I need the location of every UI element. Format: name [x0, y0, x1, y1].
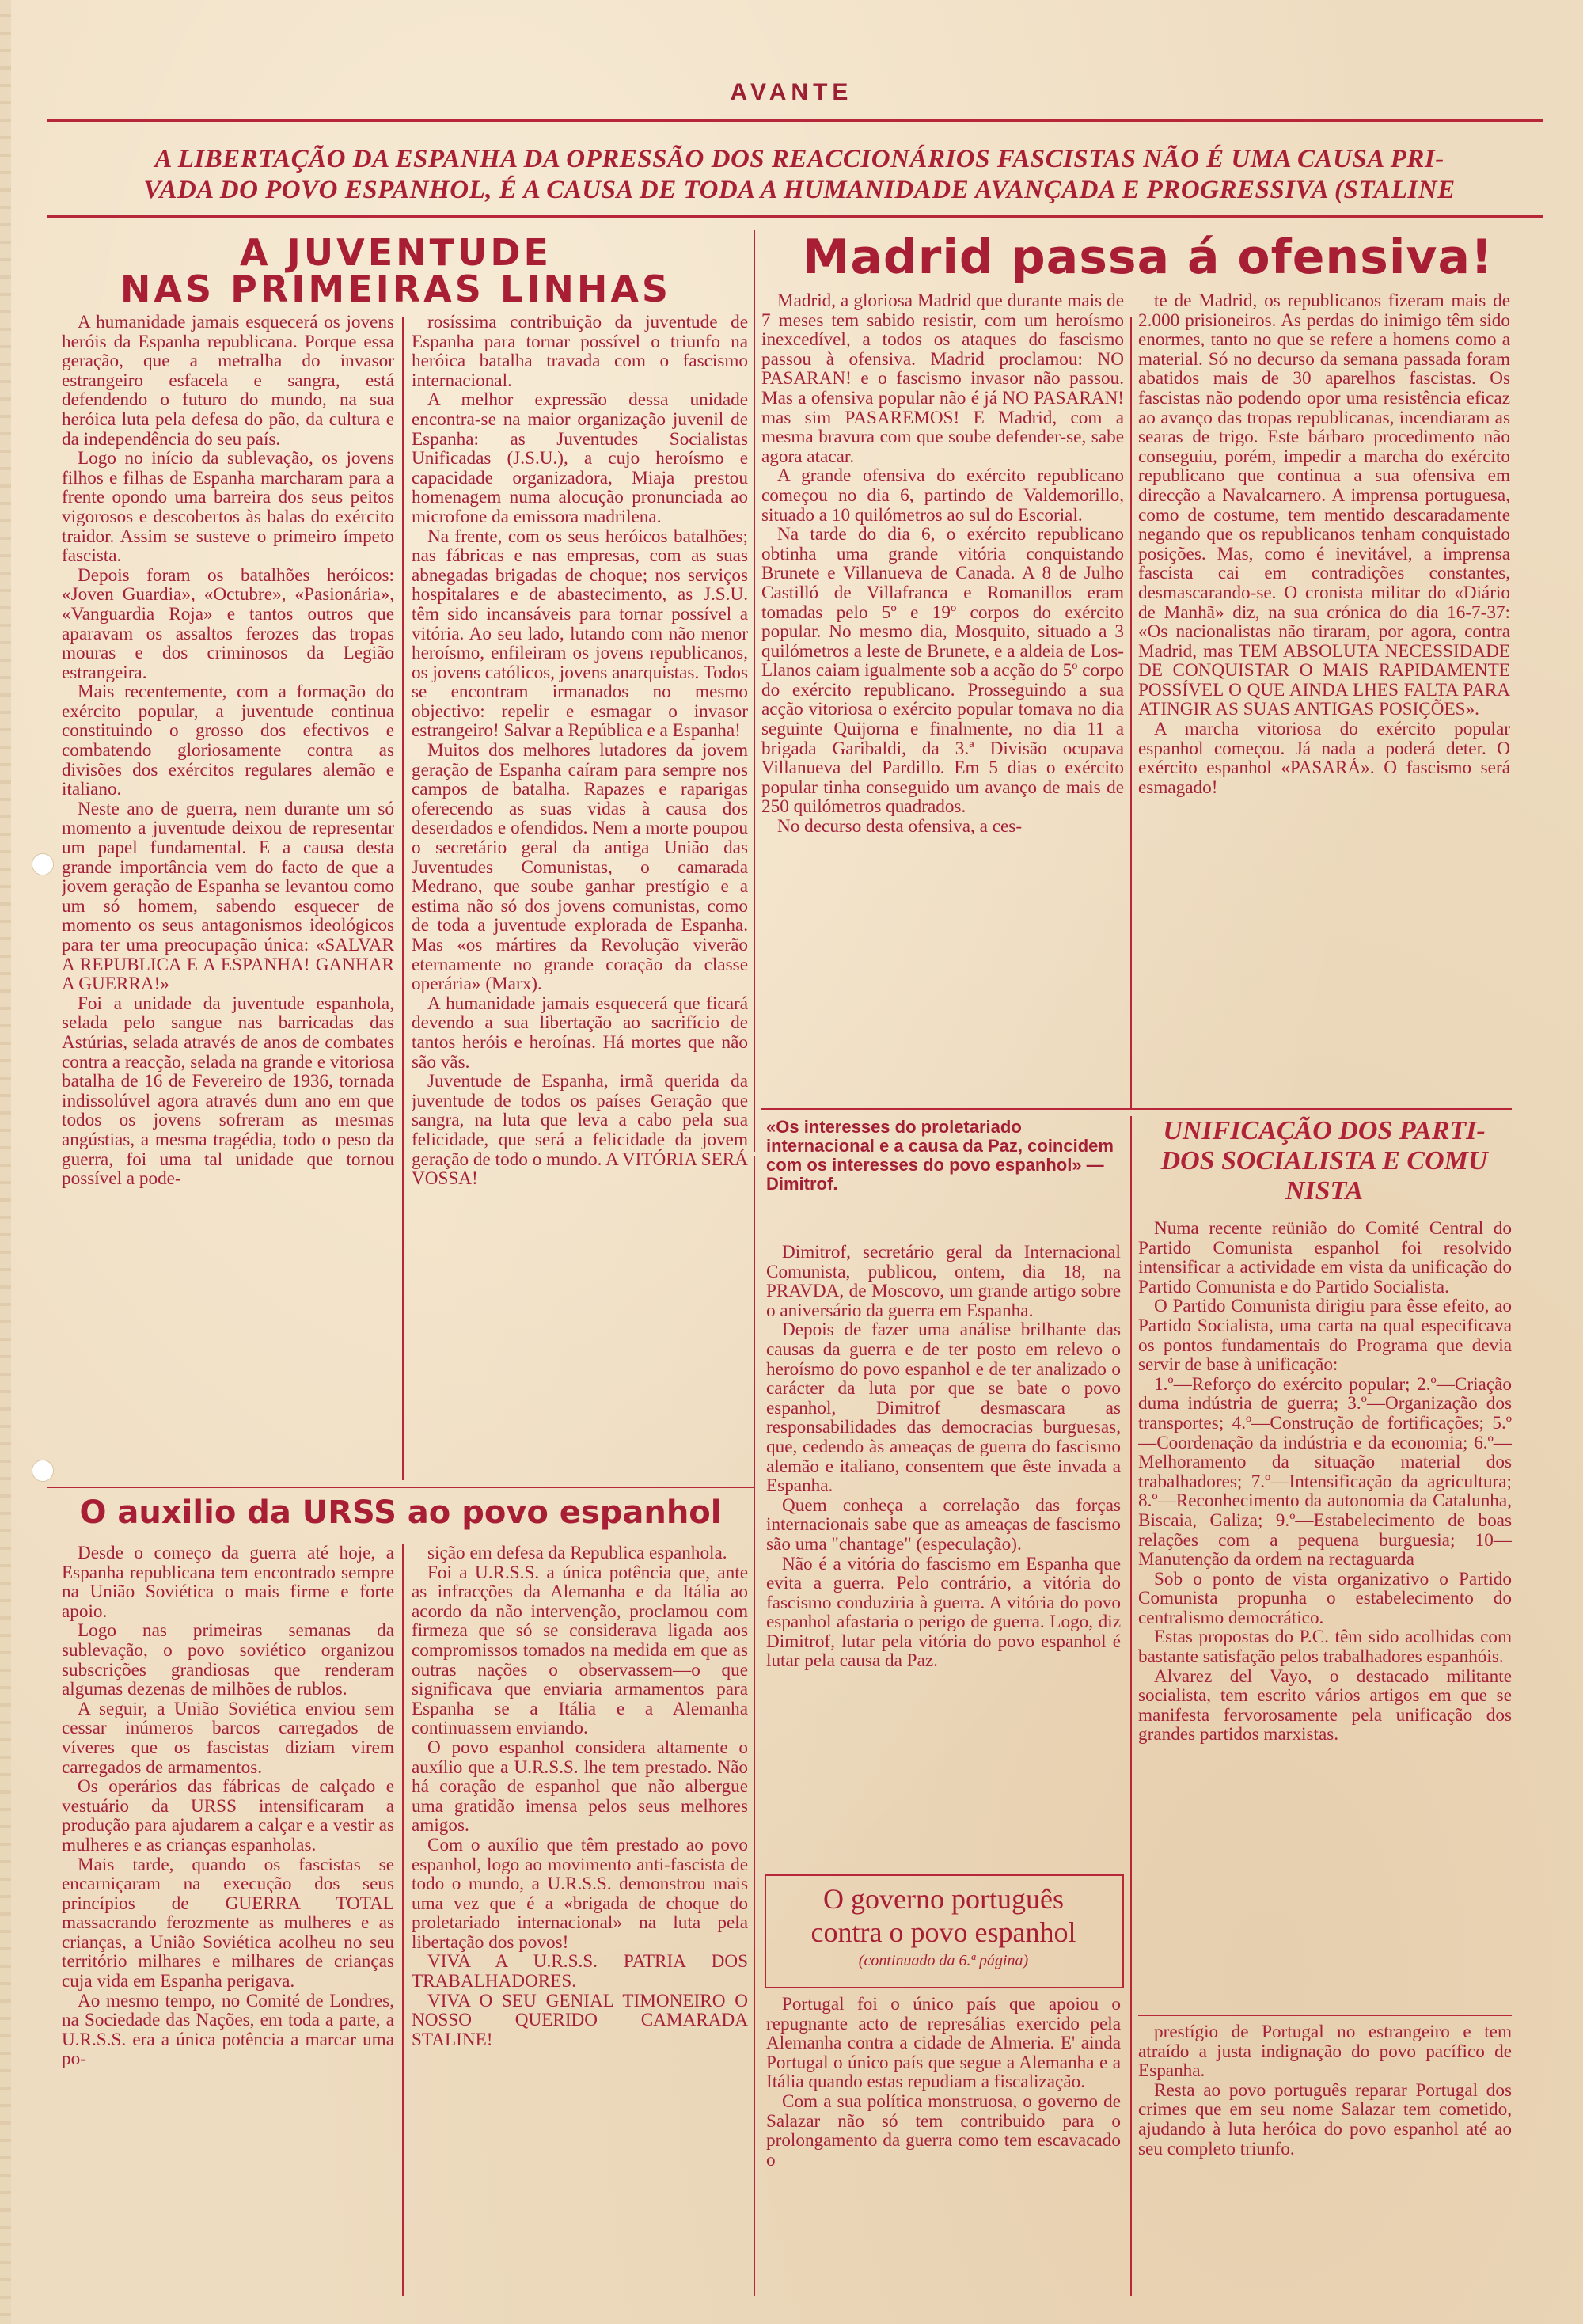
section-divider [47, 1487, 754, 1488]
paragraph: O povo espanhol considera altamente o auxílio que a U.R.S.S. lhe tem prestado. Não há coração de espanhol que não albergue uma gratidão imensa pelos seus melhores amigos. [412, 1737, 748, 1836]
binding-edge [0, 0, 11, 2324]
paragraph: Na tarde do dia 6, o exército republicano obtinha uma grande vitória conquistando Brunete e Villanueva de Canada. A 8 de Julho Castilló de Villafranca e Romanillos eram tomadas pelo 5º e 19º corpos do exército popular. No mesmo dia, Mosquito, situado a 3 quilómetros a leste de Brunete, e a aldeia de Los-Llanos caiam igualmente sob a acção do 5º corpo do exército republicano. Prosseguindo a sua acção vitoriosa o exército popular tomava no dia seguinte Quijorna e finalmente, no dia 11 a brigada Garibaldi, da 3.ª Divisão ocupava Villanueva del Pardillo. Em 5 dias o exército popular tinha conseguido um avanço de mais de 250 quilómetros quadrados. [761, 524, 1124, 818]
juventude-title-2: NAS PRIMEIRAS LINHAS [120, 268, 672, 310]
governo-title-2: contra o povo espanhol [810, 1916, 1076, 1948]
column-divider [1130, 317, 1132, 1108]
paragraph: VIVA A U.R.S.S. PATRIA DOS TRABALHADORES. [412, 1951, 748, 1992]
paragraph: Quem conheça a correlação das forças internacionais sabe que as ameaças de fascismo são uma "chantage" (especulação). [766, 1494, 1121, 1555]
banner-line-2: VADA DO POVO ESPANHOL, É A CAUSA DE TODA A HUMANIDADE AVANÇADA E PROGRESSIVA (STALINE [143, 176, 1456, 204]
paragraph: Ao mesmo tempo, no Comité de Londres, na Sociedade das Nações, em toda a parte, a U.R.S.S. era a única potência a marcar uma po- [62, 1990, 394, 2070]
dimitrof-heading: «Os interesses do proletariado internacional e a causa da Paz, coincidem com os interesses do povo espanhol» — Dimitrof. [766, 1117, 1114, 1194]
paragraph: Mais recentemente, com a formação do exército popular, a juventude continua constituindo o grosso dos efectivos e combatendo gloriosamente contra as divisões dos exércitos regulares alemão e italiano. [62, 682, 394, 800]
paragraph: Depois foram os batalhões heróicos: «Joven Guardia», «Octubre», «Pasionária», «Vanguardia Roja» e tantos outros que aparavam os assaltos ferozes das tropas mouras e dos criminosos da Legião estrangeira. [62, 564, 394, 683]
paragraph: Muitos dos melhores lutadores da jovem geração de Espanha caíram para sempre nos campos de batalha. Rapazes e raparigas oferecendo as suas vidas à causa dos deserdados e ofendidos. Nem a morte poupou o secretário geral da antiga União das Juventudes Comunistas, o camarada Medrano, que soube ganhar prestígio e a estima não só dos jovens comunistas, como de toda a juventude explorada de Espanha. Mas «os mártires da Revolução viverão eternamente no grande coração da classe operária» (Marx). [412, 740, 748, 995]
dimitrof-column [766, 1243, 1121, 1868]
paragraph: A humanidade jamais esquecerá os jovens heróis da Espanha republicana. Porque essa geração, que a metralha do invasor estrangeiro esfacela e sangra, está defendendo o futuro do mundo, na sua heróica luta pela defesa do pão, da cultura e da independência do seu país. [62, 313, 394, 450]
paragraph: A grande ofensiva do exército republicano começou no dia 6, partindo de Valdemorillo, situado a 10 quilómetros ao sul do Escorial. [761, 465, 1124, 526]
paragraph: Os operários das fábricas de calçado e vestuário da URSS intensificaram a produção para ajudarem a calçar e a vestir as mulheres e as crianças espanholas. [62, 1776, 394, 1855]
paragraph: A humanidade jamais esquecerá que ficará devendo a sua libertação ao sacrifício de tantos heróis e heroínas. Há mortes que não são vãs. [412, 993, 748, 1073]
masthead-rule [47, 119, 1543, 122]
paragraph: A melhor expressão dessa unidade encontra-se na maior organização juvenil de Espanha: as Juventudes Socialistas Unificadas (J.S.U.), a cujo heroísmo e capacidade organizadora, Miaja prestou homenagem numa alocução pronunciada ao microfone da emissora madrilena. [412, 389, 748, 527]
governo-continued: (continuado da 6.ª página) [858, 1952, 1029, 1969]
column-divider [754, 230, 755, 1152]
unificacao-column [1138, 1219, 1512, 2007]
paragraph: Dimitrof, secretário geral da Internacional Comunista, publicou, ontem, dia 18, na PRAVDA, de Moscovo, um grande artigo sobre o aniversário da guerra em Espanha. [766, 1243, 1121, 1321]
paragraph: rosíssima contribuição da juventude de Espanha para tornar possível o triunfo na heróica batalha travada com o fascismo internacional. [412, 313, 748, 391]
punch-hole-bottom [32, 1460, 54, 1482]
column-divider [754, 1156, 755, 2296]
juventude-column-1 [62, 313, 394, 1484]
paragraph: 1.º—Reforço do exército popular; 2.º—Criação duma indústria de guerra; 3.º—Organização dos transportes; 4.º—Construção de fortificações; 5.º—Coordenação da indústria e da economia; 6.º—Melhoramento da situação material dos trabalhadores; 7.º—Intensificação da agricultura; 8.º—Reconhecimento da autonomia da Catalunha, Biscaia, Galiza; 9.º—Estabelecimento de boas relações com a pequena burguesia; 10—Manutenção da ordem na rectaguarda [1138, 1373, 1512, 1570]
section-divider [761, 1108, 1512, 1110]
governo-column [766, 1995, 1121, 2296]
juventude-title-1: A JUVENTUDE [240, 231, 552, 274]
unificacao-title-2: DOS SOCIALISTA E COMU [1160, 1146, 1488, 1175]
paragraph: Foi a unidade da juventude espanhola, selada pelo sangue nas barricadas das Astúrias, selada através de anos de combates contra a reacção, selada na grande e vitoriosa batalha de 16 de Fevereiro de 1936, tornada indissolúvel agora através dum ano em que todos os jovens sofreram as mesmas angústias, a mesma tragédia, todo o peso da guerra, foi uma tal unidade que tornou possível a pode- [62, 993, 394, 1190]
urss-column-1 [62, 1544, 394, 2296]
paragraph: O Partido Comunista dirigiu para êsse efeito, ao Partido Socialista, uma carta na qual especificava os pontos fundamentais do Programa que devia servir de base à unificação: [1138, 1296, 1512, 1376]
paragraph: Resta ao povo português reparar Portugal dos crimes que em seu nome Salazar tem cometido, ajudando à luta heróica do povo espanhol até ao seu completo triunfo. [1138, 2079, 1512, 2159]
paragraph: Com o auxílio que têm prestado ao povo espanhol, logo ao movimento anti-fascista de todo o mundo, a U.R.S.S. demonstrou mais uma vez que é a «brigada de choque do proletariado internacional» na luta pela libertação dos povos! [412, 1834, 748, 1953]
paragraph: prestígio de Portugal no estrangeiro e tem atraído a justa indignação do povo pacífico de Espanha. [1138, 2022, 1512, 2082]
paragraph: Logo no início da sublevação, os jovens filhos e filhas de Espanha marcharam para a frente opondo uma barreira dos seus peitos vigorosos e descobertos às balas do exército traidor. Assim se susteve o primeiro ímpeto fascista. [62, 448, 394, 567]
unificacao-title-1: UNIFICAÇÃO DOS PARTI- [1163, 1116, 1486, 1145]
banner-rule [47, 215, 1543, 218]
paragraph: Madrid, a gloriosa Madrid que durante mais de 7 meses tem sabido resistir, com um heroísmo inexcedível, a todos os ataques do fascismo passou à ofensiva. Madrid proclamou: NO PASARAN! e o fascismo invasor não passou. Mas a ofensiva popular não é já NO PASARAN! mas sim PASAREMOS! E Madrid, com a mesma bravura com que soube defender-se, sabe agora atacar. [761, 291, 1124, 467]
madrid-column-2 [1138, 291, 1510, 1092]
paragraph: Estas propostas do P.C. têm sido acolhidas com bastante satisfação pelos trabalhadores espanhóis. [1138, 1627, 1512, 1668]
paragraph: Juventude de Espanha, irmã querida da juventude de todos os países Geração que sangra, na luta que leva a cabo pela sua felicidade, que será a felicidade da jovem geração de todo o mundo. A VITÓRIA SERÁ VOSSA! [412, 1071, 748, 1190]
madrid-title: Madrid passa á ofensiva! [802, 230, 1494, 285]
paragraph: Numa recente reünião do Comité Central do Partido Comunista espanhol foi resolvido intensificar a actividade em vista da unificação do Partido Comunista e do Partido Socialista. [1138, 1219, 1512, 1297]
urss-title: O auxilio da URSS ao povo espanhol [79, 1494, 722, 1531]
unificacao-title-3: NISTA [1285, 1176, 1364, 1206]
madrid-column-1 [761, 291, 1124, 1092]
final-column [1138, 2022, 1512, 2292]
juventude-column-2 [412, 313, 748, 1484]
paragraph: A seguir, a União Soviética enviou sem cessar inúmeros barcos carregados de víveres que os fascistas diziam virem carregados de armamentos. [62, 1698, 394, 1778]
paragraph: No decurso desta ofensiva, a ces- [777, 816, 1023, 837]
paragraph: Alvarez del Vayo, o destacado militante socialista, tem escrito vários artigos em que se manifesta fervorosamente pela unificação dos grandes partidos marxistas. [1138, 1665, 1512, 1745]
paragraph: te de Madrid, os republicanos fizeram mais de 2.000 prisioneiros. As perdas do inimigo têm sido enormes, tanto no que se refere a homens como a material. Só no decurso da semana passada foram abatidos mais de 30 aparelhos fascistas. Os fascistas não podendo opor uma resistência eficaz ao avanço das tropas republicanas, incendiaram as searas de trigo. Este bárbaro procedimento não conseguiu, porém, impedir a marcha do exército republicano que continua a sua ofensiva em direcção a Navalcarnero. A imprensa portuguesa, como de costume, tem mentido descaradamente negando que os republicanos tenham conquistado posições. Mas, como é inevitável, a imprensa fascista cai em contradições constantes, desmascarando-se. O cronista militar do «Diário de Manhã» diz, na sua crónica do dia 16-7-37: «Os nacionalistas não tiraram, por agora, contra Madrid, mas TEM ABSOLUTA NECESSIDADE DE CONQUISTAR O MAIS RAPIDAMENTE POSSÍVEL O QUE AINDA LHES FALTA PARA ATINGIR AS SUAS ANTIGAS POSIÇÕES». [1138, 291, 1510, 720]
column-divider [402, 1544, 404, 2296]
masthead: AVANTE [730, 79, 853, 105]
governo-title-1: O governo português [823, 1883, 1064, 1915]
paragraph: Logo nas primeiras semanas da sublevação, o povo soviético organizou subscrições grandiosas que renderam algumas dezenas de milhões de rublos. [62, 1620, 394, 1700]
paragraph: Na frente, com os seus heróicos batalhões; nas fábricas e nas empresas, com as suas abnegadas brigadas de choque; nos serviços hospitalares e de abastecimento, as J.S.U. têm sido incansáveis para tornar possível a vitória. Ao seu lado, lutando com não menor heroísmo, enfileiram os jovens republicanos, os jovens católicos, jovens anarquistas. Todos se encontram irmanados no mesmo objectivo: repelir e esmagar o invasor estrangeiro! Salvar a República e a Espanha! [412, 526, 748, 742]
paragraph: Depois de fazer uma análise brilhante das causas da guerra e de ter posto em relevo o heroísmo do povo espanhol e de ter analizado o carácter da luta por que se bate o povo espanhol, Dimitrof desmascara as responsabilidades das democracias burguesas, que, cedendo às ameaças de guerra do fascismo alemão e italiano, consentem que êste invada a Espanha. [766, 1320, 1121, 1497]
paragraph: sição em defesa da Republica espanhola. [427, 1544, 727, 1563]
punch-hole-top [32, 853, 54, 875]
column-divider [1130, 1116, 1132, 2296]
paragraph: A marcha vitoriosa do exército popular espanhol começou. Já nada a poderá deter. O exército espanhol «PASARÁ». O fascismo será esmagado! [1138, 719, 1510, 798]
paragraph: Não é a vitória do fascismo em Espanha que evita a guerra. Pelo contrário, a vitória do fascismo conduziria à guerra. A vitória do povo espanhol afastaria o perigo de guerra. Logo, diz Dimitrof, lutar pela vitória do povo espanhol é lutar pela causa da Paz. [766, 1553, 1121, 1672]
paragraph: VIVA O SEU GENIAL TIMONEIRO O NOSSO QUERIDO CAMARADA STALINE! [412, 1990, 748, 2050]
section-divider [1138, 2015, 1512, 2016]
paragraph: Desde o começo da guerra até hoje, a Espanha republicana tem encontrado sempre na União Soviética o mais firme e forte apoio. [62, 1544, 394, 1622]
paragraph: Portugal foi o único país que apoiou o repugnante acto de represálias exercido pela Alemanha contra a cidade de Almeria. E' ainda Portugal o único país que segue a Alemanha e a Itália quando estas repudiam a fiscalização. [766, 1995, 1121, 2093]
banner-line-1: A LIBERTAÇÃO DA ESPANHA DA OPRESSÃO DOS REACCIONÁRIOS FASCISTAS NÃO É UMA CAUSA PRI- [154, 145, 1444, 173]
column-divider [402, 317, 404, 1480]
urss-column-2 [412, 1544, 748, 2296]
paragraph: Sob o ponto de vista organizativo o Partido Comunista propunha o estabelecimento do centralismo democrático. [1138, 1568, 1512, 1628]
paragraph: Com a sua política monstruosa, o governo de Salazar não só tem contribuido para o prolongamento da guerra como tem escavacado o [766, 2090, 1121, 2170]
paragraph: Foi a U.R.S.S. a única potência que, ante as infracções da Alemanha e da Itália ao acordo da não intervenção, proclamou com firmeza que só se considerava ligada aos compromissos tomados na medida em que as outras nações o observassem—o que significava que enviaria armamentos para Espanha se a Itália e a Alemanha continuassem enviando. [412, 1562, 748, 1739]
paragraph: Neste ano de guerra, nem durante um só momento a juventude deixou de representar um papel fundamental. E a causa desta grande importância vem do facto de que a jovem geração de Espanha se levantou como um só homem, sabendo esquecer de momento os seus antagonismos ideológicos para ter uma preocupação única: «SALVAR A REPUBLICA E A ESPANHA! GANHAR A GUERRA!» [62, 798, 394, 995]
paragraph: Mais tarde, quando os fascistas se encarniçaram na execução dos seus princípios de GUERRA TOTAL massacrando ferozmente as mulheres e as crianças, a União Soviética acolheu no seu território milhares e milhares de crianças cuja vida em Espanha perigava. [62, 1854, 394, 1992]
